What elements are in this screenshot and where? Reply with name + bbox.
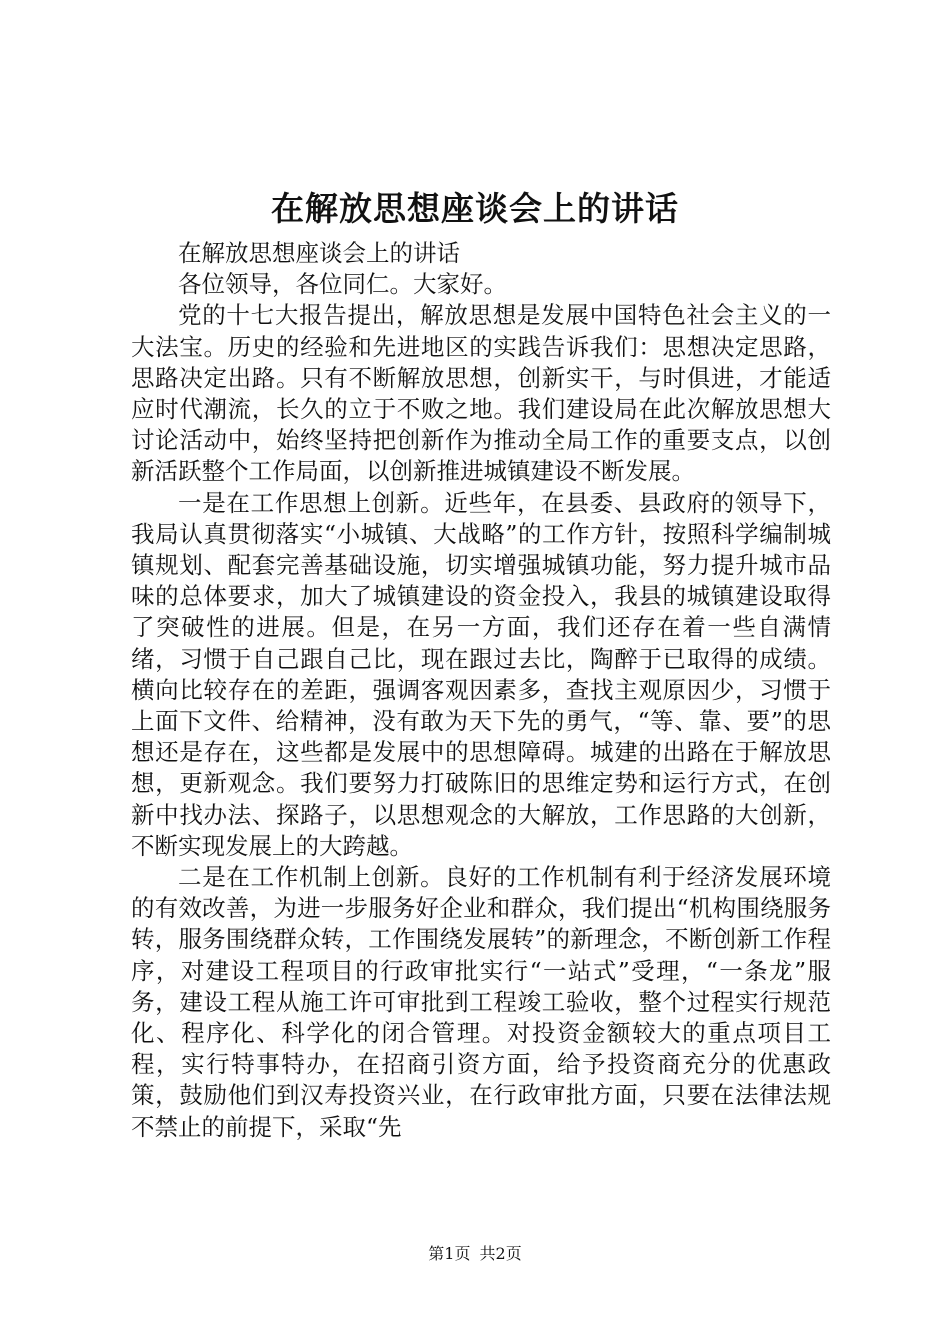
document-body bbox=[131, 238, 831, 1143]
page-number: 第1页 bbox=[428, 1244, 471, 1263]
document-title: 在解放思想座谈会上的讲话 bbox=[271, 189, 679, 228]
paragraph-heading-repeat: 在解放思想座谈会上的讲话 bbox=[178, 239, 460, 267]
page-total: 共2页 bbox=[479, 1244, 522, 1263]
paragraph-greeting: 各位领导，各位同仁。大家好。 bbox=[178, 270, 507, 299]
paragraph-point-one: 一是在工作思想上创新。近些年，在县委、县政府的领导下，我局认真贯彻落实“小城镇、大战略”的工作方针，按照科学编制城镇规划、配套完善基础设施，切实增强城镇功能，努力提升城市品味的总体要求，加大了城镇建设的资金投入，我县的城镇建设取得了突破性的进展。但是，在另一方面，我们还存在着一些自满情绪，习惯于自己跟自己比，现在跟过去比，陶醉于已取得的成绩。横向比较存在的差距，强调客观因素多，查找主观原因少，习惯于上面下文件、给精神，没有敢为天下先的勇气，“等、靠、要”的思想还是存在，这些都是发展中的思想障碍。城建的出路在于解放思想，更新观念。我们要努力打破陈旧的思维定势和运行方式，在创新中找办法、探路子，以思想观念的大解放，工作思路的大创新，不断实现发展上的大跨越。 bbox=[131, 488, 831, 860]
paragraph-point-two: 二是在工作机制上创新。良好的工作机制有利于经济发展环境的有效改善，为进一步服务好企业和群众，我们提出“机构围绕服务转，服务围绕群众转，工作围绕发展转”的新理念，不断创新工作程序，对建设工程项目的行政审批实行“一站式”受理，“一条龙”服务，建设工程从施工许可审批到工程竣工验收，整个过程实行规范化、程序化、科学化的闭合管理。对投资金额较大的重点项目工程，实行特事特办，在招商引资方面，给予投资商充分的优惠政策，鼓励他们到汉寿投资兴业，在行政审批方面，只要在法律法规不禁止的前提下，采取“先 bbox=[131, 863, 831, 1141]
page-footer bbox=[0, 1243, 950, 1265]
paragraph-intro: 党的十七大报告提出，解放思想是发展中国特色社会主义的一大法宝。历史的经验和先进地区的实践告诉我们：思想决定思路，思路决定出路。只有不断解放思想，创新实干，与时俱进，才能适应时代潮流，长久的立于不败之地。我们建设局在此次解放思想大讨论活动中，始终坚持把创新作为推动全局工作的重要支点，以创新活跃整个工作局面，以创新推进城镇建设不断发展。 bbox=[131, 301, 831, 486]
